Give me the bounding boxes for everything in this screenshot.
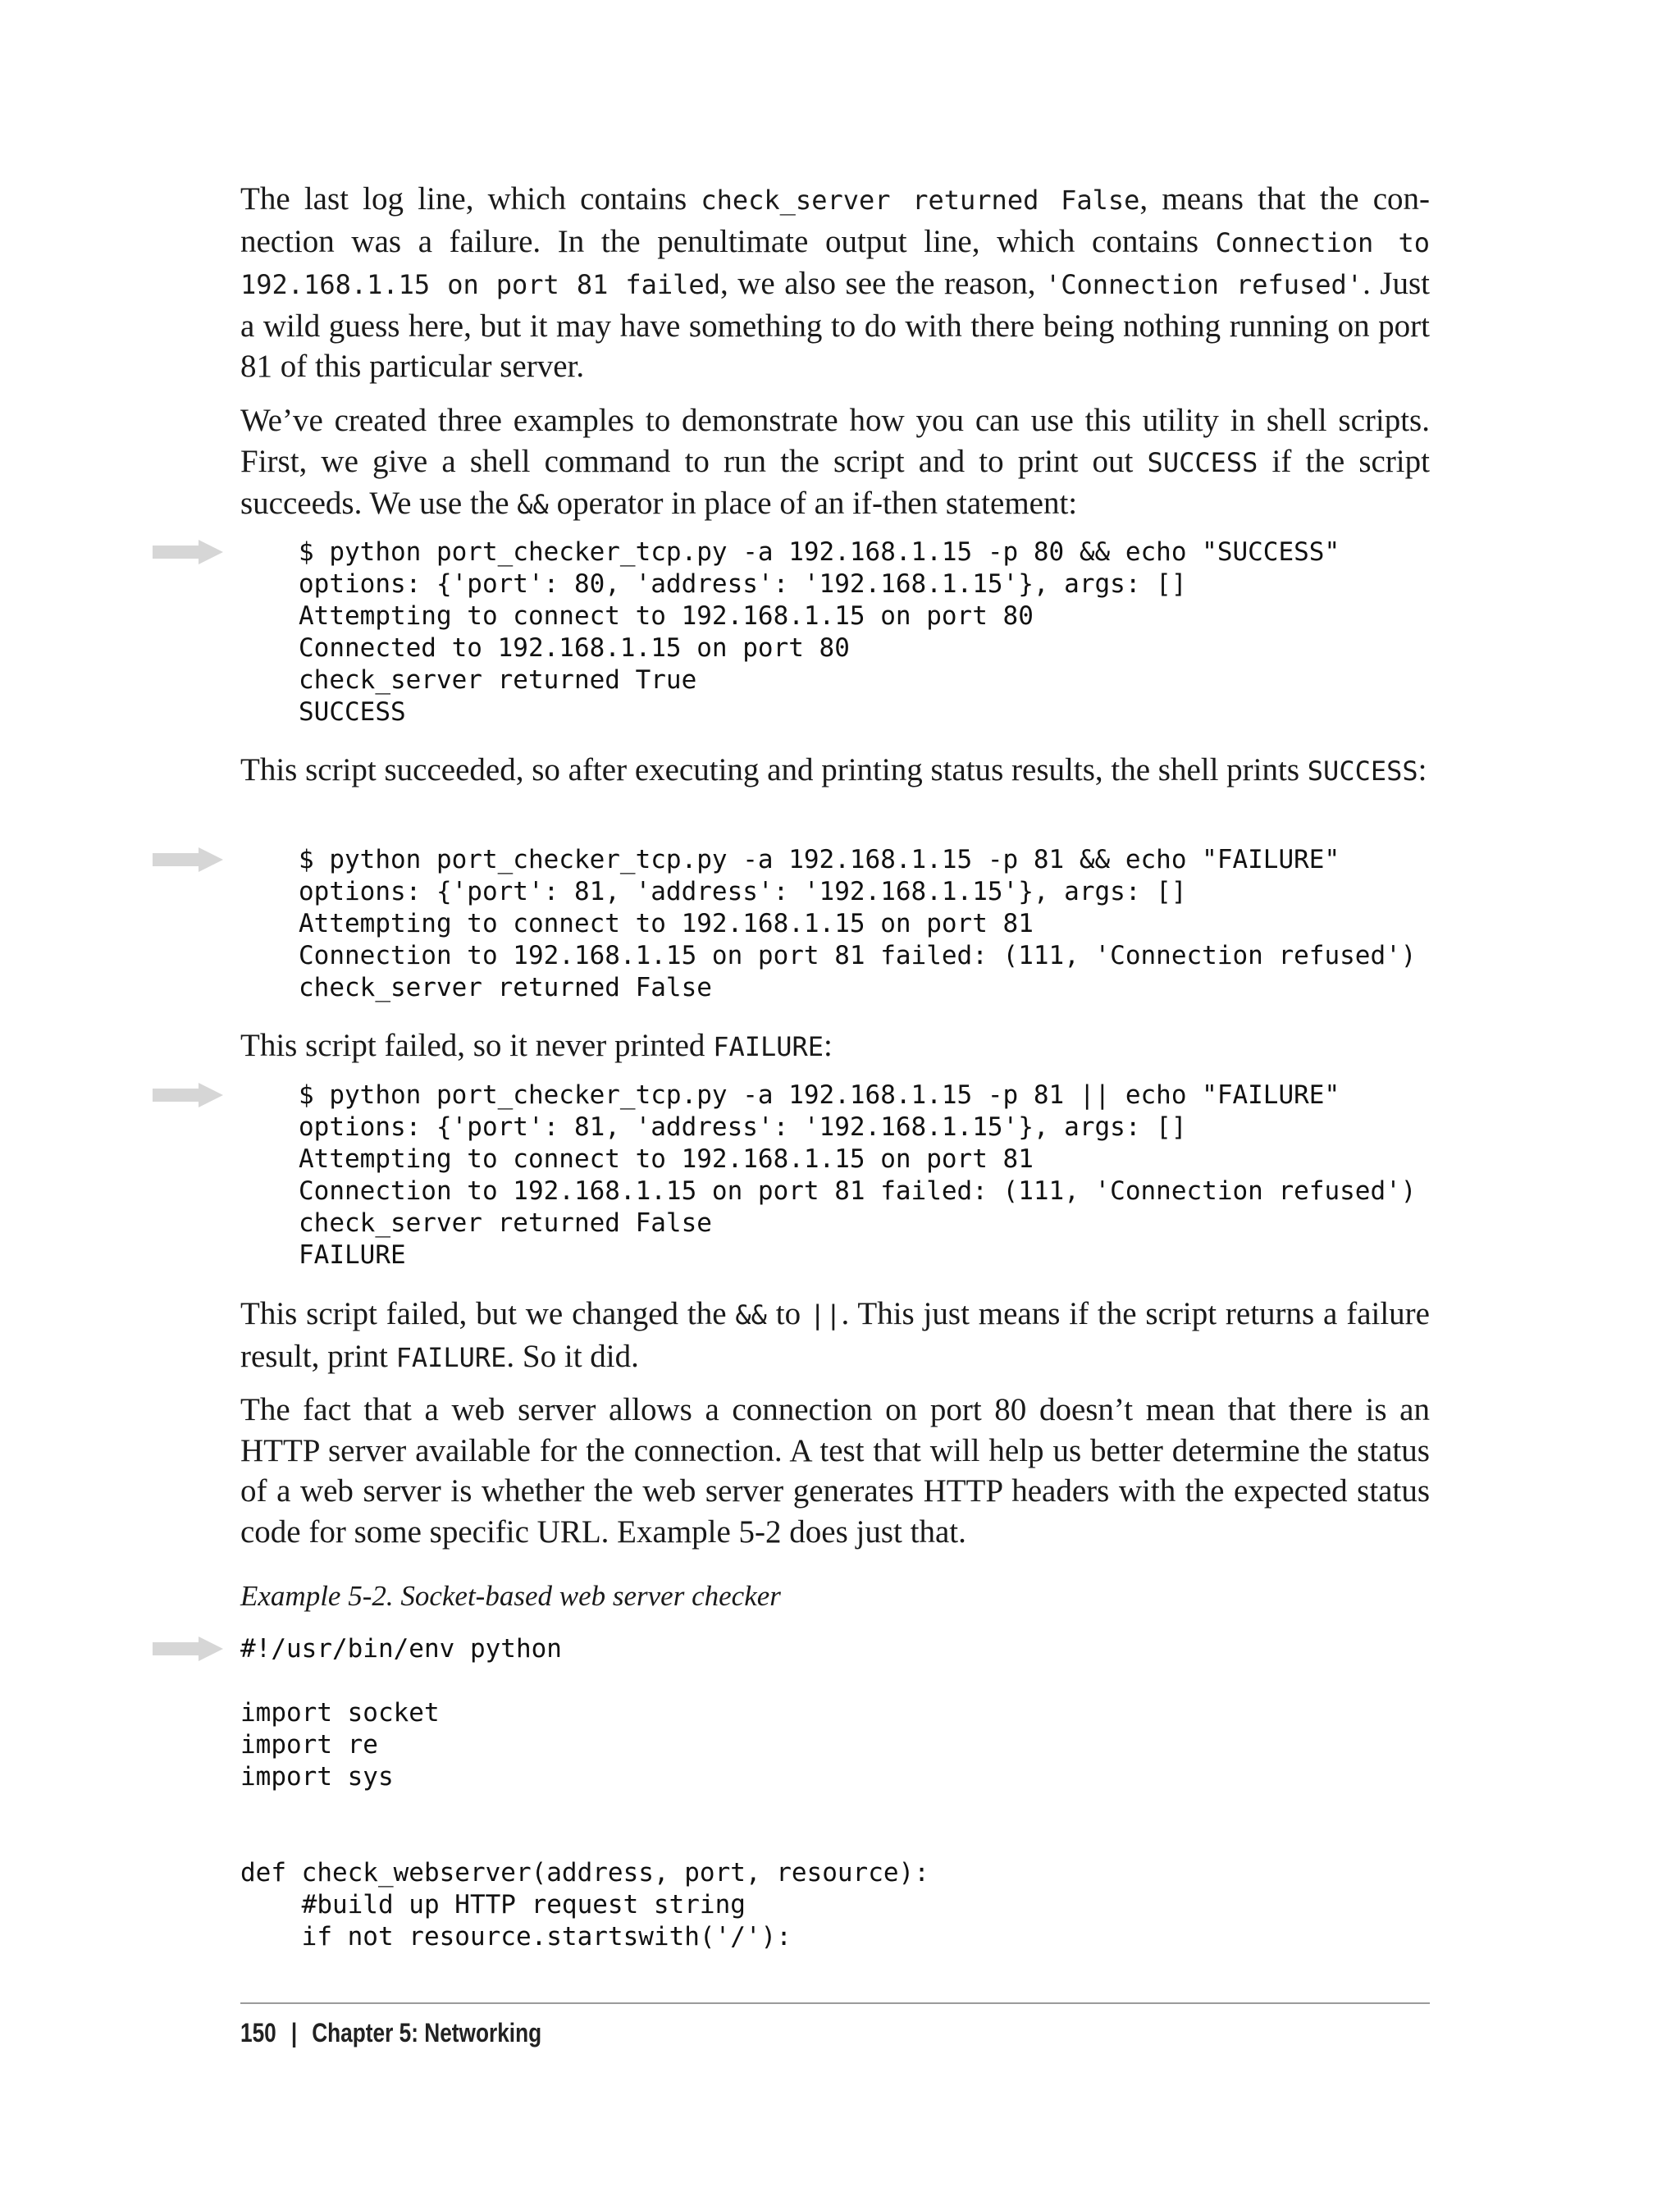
example-caption: Example 5-2. Socket-based web server checker [240,1580,781,1612]
paragraph-or-operator: This script failed, but we changed the && to ||. This just means if the script returns a failure result, print FAILURE. So it did. [240,1296,1430,1374]
inline-code: check_server returned False [701,185,1140,216]
paragraph-http-check: The fact that a web server allows a connection on port 80 doesn’t mean that there is an HTTP server available for the connection. A test that will help us better determine the status of a web server is whether the web server generates HTTP headers with the expected status code for some specific URL. Example 5-2 does just that. [240,1392,1430,1550]
footer-rule [240,2002,1430,2004]
paragraph-failure-result: This script failed, so it never printed FAILURE: [240,1028,833,1063]
code-arrow-icon [153,1083,223,1107]
inline-code: SUCCESS [1147,446,1258,478]
inline-code: 'Connection refused' [1045,269,1363,300]
inline-code: && [517,489,549,520]
inline-code: FAILURE [395,1341,507,1373]
page-footer [240,2016,541,2049]
arrow-shape [153,1637,223,1661]
paragraph-log-explanation: The last log line, which contains check_server returned False, means that the connection was a failure. In the penultimate output line, which contains Connection to 192.168.1.15 on port 81 failed, we also see the reason, 'Connection refused'. Just a wild guess here, but it may have something to do with there being nothing running on port 81 of this particular server. [240,181,1431,384]
inline-code: && [735,1299,767,1331]
code-arrow-icon [153,540,223,564]
code-arrow-icon [153,847,223,872]
arrow-shape [153,1083,223,1107]
code-arrow-icon [153,1637,223,1661]
paragraph-success-result: This script succeeded, so after executing and printing status results, the shell prints SUCCESS: [240,752,1427,788]
code-block-success-example: $ python port_checker_tcp.py -a 192.168.1.15 -p 80 && echo "SUCCESS" options: {'port': 80, 'address': '192.168.1.15'}, args: [] Attempting to connect to 192.168.1.15 on port 80 Connected to 192.168.1.15 on port 80 check_server returned True SUCCESS [299,537,1340,727]
inline-code: FAILURE [713,1031,824,1062]
inline-code: || [809,1299,842,1331]
chapter-title: Chapter 5: Networking [312,2018,542,2048]
paragraph-three-examples: We’ve created three examples to demonstrate how you can use this utility in shell scripts. First, we give a shell command to run the script and to print out SUCCESS if the script succeeds. We use the && operator in place of an if-then statement: [240,403,1430,521]
code-block-webserver-checker: #!/usr/bin/env python import socket import re import sys def check_webserver(address, port, resource): #build up HTTP request string if not resource.startswith('/'): [240,1634,929,1952]
code-block-failure-or-example: $ python port_checker_tcp.py -a 192.168.1.15 -p 81 || echo "FAILURE" options: {'port': 81, 'address': '192.168.1.15'}, args: [] Attempting to connect to 192.168.1.15 on port 81 Connection to 192.168.1.15 on port 81 failed: (111, 'Connection refused') check_server returned False FAILURE [299,1080,1417,1270]
footer-separator: | [290,2018,298,2048]
arrow-shape [153,847,223,872]
inline-code: Connection to 192.168.1.15 on port 81 failed [240,226,1430,300]
arrow-shape [153,540,223,564]
page-number: 150 [240,2018,276,2048]
code-block-failure-and-example: $ python port_checker_tcp.py -a 192.168.1.15 -p 81 && echo "FAILURE" options: {'port': 81, 'address': '192.168.1.15'}, args: [] Attempting to connect to 192.168.1.15 on port 81 Connection to 192.168.1.15 on port 81 failed: (111, 'Connection refused') check_server returned False [299,845,1417,1002]
inline-code: SUCCESS [1307,756,1418,787]
